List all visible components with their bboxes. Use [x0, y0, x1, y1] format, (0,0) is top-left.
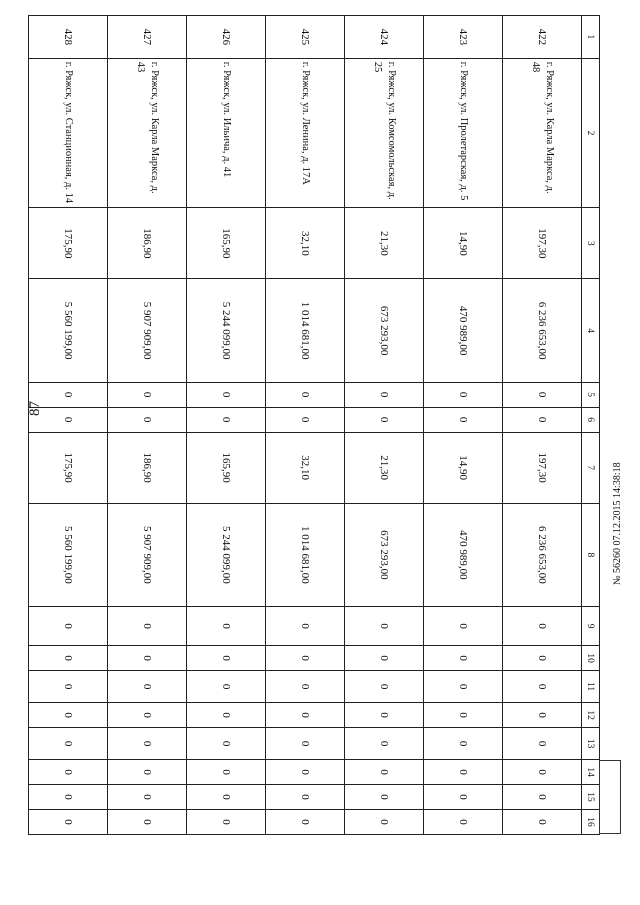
address-cell: г. Ряжск, ул. Карла Маркса, д. 43 — [108, 58, 187, 208]
table-cell: 197,30 — [503, 432, 582, 503]
table-cell: 0 — [345, 703, 424, 728]
table-cell: 0 — [29, 785, 108, 810]
table-cell: 165,90 — [187, 208, 266, 279]
table-cell: 0 — [424, 382, 503, 407]
table-row — [424, 16, 503, 835]
column-header: 11 — [582, 671, 600, 703]
table-cell: 197,30 — [503, 208, 582, 279]
table-cell: 0 — [108, 703, 187, 728]
column-header: 4 — [582, 279, 600, 382]
table-cell: 0 — [345, 607, 424, 646]
table-cell: 5 244 099,00 — [187, 503, 266, 606]
table-cell: 0 — [266, 703, 345, 728]
table-cell: 0 — [29, 809, 108, 834]
column-header: 16 — [582, 809, 600, 834]
column-header: 8 — [582, 503, 600, 606]
column-header: 14 — [582, 760, 600, 785]
table-cell: 0 — [503, 703, 582, 728]
table-cell: 0 — [29, 646, 108, 671]
table-cell: 32,10 — [266, 432, 345, 503]
table-cell: 32,10 — [266, 208, 345, 279]
table-row — [503, 16, 582, 835]
table-header-row — [582, 16, 600, 835]
table-cell: 0 — [187, 809, 266, 834]
table-cell: 0 — [503, 785, 582, 810]
table-cell: 0 — [424, 809, 503, 834]
table-cell: 0 — [503, 671, 582, 703]
table-cell: 0 — [345, 728, 424, 760]
table-cell: 0 — [266, 671, 345, 703]
table-row — [29, 16, 108, 835]
table-cell: 0 — [503, 382, 582, 407]
table-cell: 5 907 909,00 — [108, 279, 187, 382]
table-cell: 0 — [503, 607, 582, 646]
table-cell: 0 — [266, 760, 345, 785]
table-cell: 0 — [187, 382, 266, 407]
table-row — [108, 16, 187, 835]
address-cell: г. Ряжск, ул. Ленина, д. 17А — [266, 58, 345, 208]
table-cell: 175,90 — [29, 208, 108, 279]
table-cell: 673 293,00 — [345, 503, 424, 606]
table-cell: 0 — [29, 728, 108, 760]
column-header: 3 — [582, 208, 600, 279]
address-cell: г. Ряжск, ул. Ильича, д. 41 — [187, 58, 266, 208]
table-cell: 0 — [424, 407, 503, 432]
table-cell: 0 — [187, 407, 266, 432]
address-cell: г. Ряжск, ул. Пролетарская, д. 5 — [424, 58, 503, 208]
table-cell: 0 — [108, 728, 187, 760]
column-header: 9 — [582, 607, 600, 646]
table-cell: 186,90 — [108, 208, 187, 279]
table-cell: 0 — [108, 646, 187, 671]
table-cell: 0 — [187, 671, 266, 703]
table-cell: 0 — [266, 382, 345, 407]
table-cell: 0 — [266, 607, 345, 646]
table-cell: 0 — [345, 809, 424, 834]
table-cell: 0 — [424, 728, 503, 760]
table-cell: 0 — [108, 407, 187, 432]
column-header: 15 — [582, 785, 600, 810]
table-cell: 0 — [187, 760, 266, 785]
table-cell: 0 — [187, 785, 266, 810]
table-cell: 0 — [424, 785, 503, 810]
table-cell: 0 — [266, 785, 345, 810]
table-cell: 0 — [187, 646, 266, 671]
table-cell: 0 — [503, 646, 582, 671]
table-cell: 0 — [424, 703, 503, 728]
table-cell: 470 989,00 — [424, 503, 503, 606]
table-cell: 0 — [29, 382, 108, 407]
column-header: 5 — [582, 382, 600, 407]
table-cell: 423 — [424, 16, 503, 59]
address-cell: г. Ряжск, ул. Карла Маркса, д. 48 — [503, 58, 582, 208]
table-cell: 186,90 — [108, 432, 187, 503]
table-cell: 0 — [503, 407, 582, 432]
table-cell: 426 — [187, 16, 266, 59]
table-cell: 0 — [266, 728, 345, 760]
table-cell: 427 — [108, 16, 187, 59]
table-cell: 0 — [29, 671, 108, 703]
table-cell: 0 — [345, 646, 424, 671]
table-cell: 0 — [108, 671, 187, 703]
table-cell: 14,90 — [424, 208, 503, 279]
table-row — [345, 16, 424, 835]
table-cell: 0 — [424, 646, 503, 671]
table-cell: 0 — [108, 760, 187, 785]
table-cell: 425 — [266, 16, 345, 59]
table-cell: 428 — [29, 16, 108, 59]
table-cell: 5 907 909,00 — [108, 503, 187, 606]
table-cell: 0 — [29, 703, 108, 728]
table-cell: 0 — [29, 760, 108, 785]
table-cell: 470 989,00 — [424, 279, 503, 382]
table-cell: 6 236 653,00 — [503, 503, 582, 606]
table-row — [266, 16, 345, 835]
table-cell: 0 — [503, 760, 582, 785]
table-cell: 0 — [266, 407, 345, 432]
table-cell: 5 244 099,00 — [187, 279, 266, 382]
property-table — [28, 15, 600, 835]
column-header: 12 — [582, 703, 600, 728]
column-header: 7 — [582, 432, 600, 503]
table-cell: 1 014 681,00 — [266, 279, 345, 382]
table-cell: 0 — [345, 760, 424, 785]
table-cell: 5 560 199,00 — [29, 503, 108, 606]
table-cell: 1 014 681,00 — [266, 503, 345, 606]
address-cell: г. Ряжск, ул. Комсомольская, д. 25 — [345, 58, 424, 208]
table-cell: 0 — [424, 671, 503, 703]
column-header: 2 — [582, 58, 600, 208]
column-header: 13 — [582, 728, 600, 760]
table-cell: 0 — [29, 607, 108, 646]
table-cell: 0 — [266, 809, 345, 834]
table-cell: 0 — [108, 382, 187, 407]
table-cell: 0 — [187, 607, 266, 646]
table-cell: 14,90 — [424, 432, 503, 503]
table-cell: 0 — [345, 671, 424, 703]
table-cell: 0 — [108, 809, 187, 834]
table-cell: 0 — [503, 728, 582, 760]
table-cell: 0 — [108, 607, 187, 646]
table-cell: 0 — [266, 646, 345, 671]
table-cell: 0 — [187, 703, 266, 728]
table-cell: 175,90 — [29, 432, 108, 503]
table-cell: 0 — [503, 809, 582, 834]
table-cell: 0 — [424, 760, 503, 785]
table-row — [187, 16, 266, 835]
table-cell: 0 — [345, 382, 424, 407]
table-cell: 0 — [108, 785, 187, 810]
table-cell: 0 — [345, 407, 424, 432]
table-cell: 0 — [29, 407, 108, 432]
table-cell: 21,30 — [345, 208, 424, 279]
column-header: 1 — [582, 16, 600, 59]
address-cell: г. Ряжск, ул. Станционная, д. 14 — [29, 58, 108, 208]
table-cell: 422 — [503, 16, 582, 59]
table-cell: 0 — [187, 728, 266, 760]
table-cell: 673 293,00 — [345, 279, 424, 382]
page-number: 87 — [27, 401, 43, 416]
table-cell: 0 — [345, 785, 424, 810]
column-header: 6 — [582, 407, 600, 432]
table-cell: 6 236 653,00 — [503, 279, 582, 382]
notary-stamp-logo — [599, 760, 621, 834]
table-cell: 424 — [345, 16, 424, 59]
column-header: 10 — [582, 646, 600, 671]
table-cell: 5 560 199,00 — [29, 279, 108, 382]
notary-stamp-text: № 56260 07.12.2015 14:38:18 — [612, 462, 623, 585]
table-cell: 0 — [424, 607, 503, 646]
table-cell: 21,30 — [345, 432, 424, 503]
table-cell: 165,90 — [187, 432, 266, 503]
